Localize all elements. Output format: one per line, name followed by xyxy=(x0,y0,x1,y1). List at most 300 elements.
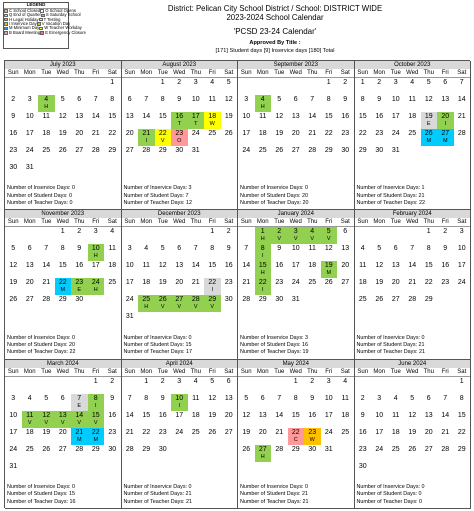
empty-cell xyxy=(55,163,72,180)
weekday-label: Sat xyxy=(457,368,467,375)
day-cell: 17 xyxy=(391,113,400,120)
day-cell: 15 xyxy=(208,262,217,270)
week-row xyxy=(122,78,238,95)
weekday-label: Sun xyxy=(7,70,19,76)
day-cell: 8 xyxy=(210,245,215,253)
day-cell: 4 xyxy=(144,245,149,253)
weekday-header xyxy=(238,218,354,227)
day-cell: 3 xyxy=(11,394,16,402)
empty-cell xyxy=(88,163,105,180)
day-cell: 11 xyxy=(308,245,316,253)
day-cell: 11 xyxy=(359,262,367,270)
weekday-label: Thu xyxy=(423,368,434,375)
day-cell: 10 xyxy=(191,96,200,103)
day-cell: 22 M xyxy=(55,278,72,295)
day-cell: 21 xyxy=(91,130,100,137)
weekday-label: Thu xyxy=(190,70,201,76)
week-row xyxy=(122,428,238,445)
day-cell: 8 xyxy=(326,96,331,103)
empty-cell xyxy=(38,78,55,95)
week-row xyxy=(355,129,471,146)
stat-line: Number of Inservice Days: 0 xyxy=(123,334,192,341)
day-cell: 18 xyxy=(408,113,417,120)
day-cell: 26 xyxy=(58,147,67,154)
day-code: I xyxy=(444,121,447,127)
day-cell: 21 xyxy=(42,279,51,287)
empty-cell xyxy=(304,78,321,95)
day-cell: 2 xyxy=(110,377,115,385)
day-cell: 4 xyxy=(193,377,198,385)
weekday-label: Sat xyxy=(107,70,117,76)
day-cell: 17 xyxy=(291,262,300,270)
day-cell: 25 xyxy=(358,296,367,304)
weekday-label: Fri xyxy=(208,368,216,375)
weekday-label: Wed xyxy=(289,368,302,375)
day-cell: 13 xyxy=(441,96,450,103)
day-cell: 17 xyxy=(125,279,134,287)
month-january-2024 xyxy=(238,210,355,359)
day-cell: 29 xyxy=(424,296,433,304)
day-code: H xyxy=(260,453,265,460)
empty-cell xyxy=(204,312,221,329)
stat-line: Number of Student Days: 15 xyxy=(123,341,192,348)
empty-cell xyxy=(71,377,88,394)
day-cell: 27 xyxy=(25,296,34,304)
month-november-2023 xyxy=(5,210,122,359)
day-cell: 14 xyxy=(42,262,51,270)
day-cell: 19 xyxy=(58,130,67,137)
day-cell: 2 xyxy=(226,228,231,236)
weekday-label: Mon xyxy=(140,368,153,375)
month-title: September 2023 xyxy=(238,61,354,69)
week-row xyxy=(5,295,121,312)
day-cell: 25 xyxy=(208,130,217,137)
stat-line: Number of Teacher Days: 0 xyxy=(356,498,423,505)
weekday-header xyxy=(355,69,471,78)
month-title: July 2023 xyxy=(5,61,121,69)
day-cell: 16 xyxy=(158,411,167,419)
weekday-label: Thu xyxy=(423,70,434,76)
day-cell: 4 H xyxy=(38,95,55,112)
week-row xyxy=(122,278,238,295)
week-row xyxy=(238,244,354,261)
day-cell: 7 xyxy=(443,394,448,402)
empty-cell xyxy=(38,227,55,244)
day-cell: 5 xyxy=(44,394,49,402)
day-cell: 25 H xyxy=(138,295,155,312)
week-row xyxy=(238,377,354,394)
day-cell: 20 xyxy=(175,279,184,287)
weekday-label: Thu xyxy=(74,368,85,375)
week-row xyxy=(5,377,121,394)
stat-line: Number of Inservice Days: 0 xyxy=(123,483,192,490)
day-cell: 6 xyxy=(177,245,182,253)
empty-cell xyxy=(155,312,172,329)
weekday-header xyxy=(122,218,238,227)
day-cell: 25 xyxy=(408,130,417,137)
day-cell: 7 xyxy=(459,79,464,86)
legend-label: I Inservice Day xyxy=(9,20,37,26)
weekday-label: Tue xyxy=(41,219,52,226)
day-cell: 18 W xyxy=(204,112,221,129)
day-code: H xyxy=(144,304,149,311)
empty-cell xyxy=(421,146,438,163)
weekday-label: Sun xyxy=(357,219,369,226)
stat-line: Number of Teacher Days: 12 xyxy=(123,199,193,206)
day-cell: 29 xyxy=(158,147,167,154)
weekday-label: Mon xyxy=(23,70,36,76)
empty-cell xyxy=(321,295,338,312)
legend-label: M Minimum Day xyxy=(9,25,40,31)
empty-cell xyxy=(221,445,238,462)
day-cell: 10 xyxy=(324,394,333,402)
week-row xyxy=(238,445,354,462)
week-row xyxy=(355,244,471,261)
calendar-title: 'PCSD 23-24 Calendar' xyxy=(233,27,317,36)
day-cell: 3 V xyxy=(288,227,305,244)
empty-cell xyxy=(204,445,221,462)
week-row xyxy=(122,95,238,112)
empty-cell xyxy=(122,377,139,394)
weekday-label: Tue xyxy=(274,219,285,226)
day-cell: 11 V xyxy=(22,411,39,428)
day-cell: 7 xyxy=(144,96,149,103)
day-code: V xyxy=(160,138,165,144)
month-title: August 2023 xyxy=(122,61,238,69)
week-row xyxy=(355,227,471,244)
day-cell: 17 xyxy=(457,262,466,270)
week-row xyxy=(238,146,354,163)
district-line: District: Pelican City School District / School: DISTRICT WIDE xyxy=(167,4,383,13)
day-cell: 6 xyxy=(77,96,82,103)
empty-cell xyxy=(255,377,272,394)
stat-line: Number of Teacher Days: 19 xyxy=(240,349,309,356)
day-cell: 26 V xyxy=(155,295,172,312)
day-cell: 6 xyxy=(60,394,65,402)
weekday-label: Fri xyxy=(92,70,100,76)
weekday-label: Sat xyxy=(457,70,467,76)
month-february-2024 xyxy=(355,210,472,359)
day-code: V xyxy=(77,419,82,426)
day-cell: 15 xyxy=(457,411,466,419)
day-cell: 9 xyxy=(360,411,365,419)
empty-cell xyxy=(404,462,421,479)
week-row xyxy=(122,394,238,411)
day-cell: 9 xyxy=(310,394,315,402)
day-cell: 3 xyxy=(377,394,382,402)
empty-cell xyxy=(22,462,39,479)
legend-box xyxy=(3,2,86,49)
stat-line: Number of Student Days: 21 xyxy=(356,341,425,348)
day-cell: 3 xyxy=(244,96,249,103)
day-code: M xyxy=(60,287,66,294)
day-cell: 19 E xyxy=(421,112,438,129)
day-cell: 23 xyxy=(9,147,18,154)
day-cell: 26 xyxy=(224,130,233,137)
stat-line: Number of Teacher Days: 0 xyxy=(7,199,73,206)
week-row xyxy=(5,244,121,261)
legend-title: LEGEND xyxy=(4,3,68,9)
weekday-label: Fri xyxy=(92,368,100,375)
day-cell: 1 xyxy=(426,228,431,236)
week-row xyxy=(238,394,354,411)
day-cell: 17 xyxy=(324,411,333,419)
day-code: M xyxy=(442,138,448,144)
day-cell: 24 xyxy=(242,147,251,154)
day-cell: 20 xyxy=(424,428,433,436)
month-stats xyxy=(240,185,309,207)
week-row xyxy=(122,146,238,163)
day-cell: 30 xyxy=(9,164,18,171)
day-cell: 26 xyxy=(375,296,384,304)
day-cell: 1 xyxy=(93,377,98,385)
day-cell: 10 H xyxy=(88,244,105,261)
day-cell: 17 xyxy=(91,262,100,270)
weekday-label: Mon xyxy=(256,70,269,76)
day-cell: 14 xyxy=(91,113,100,120)
day-cell: 27 xyxy=(391,296,400,304)
day-cell: 20 xyxy=(25,279,34,287)
day-cell: 23 xyxy=(108,428,117,436)
day-code: T xyxy=(177,121,181,127)
day-cell: 3 xyxy=(459,228,464,236)
weekday-label: Tue xyxy=(274,70,285,76)
day-cell: 9 xyxy=(110,394,115,402)
day-cell: 13 xyxy=(175,262,184,270)
day-cell: 9 xyxy=(443,245,448,253)
weekday-label: Tue xyxy=(157,368,168,375)
day-cell: 3 xyxy=(326,377,331,385)
week-row xyxy=(238,295,354,312)
empty-cell xyxy=(71,78,88,95)
day-cell: 23 xyxy=(224,279,233,287)
empty-cell xyxy=(355,227,372,244)
day-cell: 22 I xyxy=(255,278,272,295)
day-cell: 30 xyxy=(75,296,84,304)
day-cell: 3 xyxy=(127,245,132,253)
week-row xyxy=(355,261,471,278)
day-cell: 16 xyxy=(75,262,84,270)
empty-cell xyxy=(371,377,388,394)
day-cell: 20 xyxy=(391,279,400,287)
day-cell: 23 xyxy=(441,279,450,287)
empty-cell xyxy=(188,445,205,462)
month-title: March 2024 xyxy=(5,360,121,368)
empty-cell xyxy=(88,462,105,479)
day-cell: 8 xyxy=(110,96,115,103)
week-row xyxy=(5,146,121,163)
day-cell: 22 xyxy=(358,130,367,137)
week-row xyxy=(355,445,471,462)
empty-cell xyxy=(337,295,354,312)
day-code: I xyxy=(94,402,97,409)
empty-cell xyxy=(371,462,388,479)
empty-cell xyxy=(238,377,255,394)
empty-cell xyxy=(271,78,288,95)
day-cell: 28 xyxy=(408,296,417,304)
day-cell: 30 xyxy=(308,445,317,453)
day-code: M xyxy=(93,436,99,443)
day-cell: 21 xyxy=(441,428,450,436)
day-cell: 15 xyxy=(324,113,333,120)
weekday-label: Wed xyxy=(56,368,69,375)
day-cell: 17 xyxy=(175,411,184,419)
weekday-label: Mon xyxy=(23,368,36,375)
day-cell: 10 xyxy=(375,411,384,419)
day-cell: 20 xyxy=(58,428,67,436)
weekday-label: Wed xyxy=(406,219,419,226)
weekday-header xyxy=(238,69,354,78)
day-cell: 8 xyxy=(160,96,165,103)
day-cell: 20 xyxy=(341,262,350,270)
month-stats xyxy=(124,335,193,357)
day-cell: 8 xyxy=(360,96,365,103)
day-cell: 22 xyxy=(324,130,333,137)
weekday-label: Mon xyxy=(373,70,386,76)
day-cell: 9 xyxy=(11,113,16,120)
day-cell: 23 E xyxy=(71,278,88,295)
weekday-label: Sun xyxy=(7,219,19,226)
day-cell: 20 xyxy=(258,428,267,436)
empty-cell xyxy=(155,227,172,244)
day-cell: 8 xyxy=(426,245,431,253)
empty-cell xyxy=(55,78,72,95)
day-cell: 4 V xyxy=(304,227,321,244)
stat-line: Number of Inservice Days: 0 xyxy=(356,334,425,341)
weekday-label: Thu xyxy=(74,219,85,226)
weekday-label: Fri xyxy=(441,70,449,76)
day-cell: 31 xyxy=(25,164,34,171)
day-cell: 22 I xyxy=(204,278,221,295)
weekday-label: Sat xyxy=(224,368,234,375)
day-cell: 18 xyxy=(191,411,200,419)
weekday-label: Wed xyxy=(56,70,69,76)
day-cell: 19 xyxy=(242,428,251,436)
day-cell: 5 V xyxy=(321,227,338,244)
weekday-label: Sun xyxy=(124,219,136,226)
stat-line: Number of Student Days: 20 xyxy=(240,192,309,199)
empty-cell xyxy=(88,295,105,312)
day-cell: 16 xyxy=(308,411,317,419)
weekday-label: Fri xyxy=(441,368,449,375)
legend-label: T Testing xyxy=(43,16,61,22)
day-cell: 26 xyxy=(408,445,417,453)
day-cell: 14 V xyxy=(71,411,88,428)
day-cell: 2 xyxy=(160,377,165,385)
day-cell: 24 xyxy=(191,130,200,137)
day-cell: 14 xyxy=(191,262,200,270)
week-row xyxy=(238,78,354,95)
day-cell: 18 xyxy=(108,262,117,270)
empty-cell xyxy=(221,146,238,163)
day-cell: 14 xyxy=(441,411,450,419)
day-cell: 5 xyxy=(60,96,65,103)
week-row xyxy=(122,295,238,312)
day-cell: 13 xyxy=(291,113,300,120)
day-cell: 29 xyxy=(324,147,333,154)
day-cell: 28 xyxy=(242,296,251,304)
day-cell: 23 W xyxy=(304,428,321,445)
day-cell: 27 M xyxy=(437,129,454,146)
day-cell: 5 xyxy=(277,96,282,103)
day-cell: 11 xyxy=(259,113,267,120)
week-row xyxy=(122,244,238,261)
day-cell: 27 H xyxy=(255,445,272,462)
weekday-label: Mon xyxy=(373,219,386,226)
day-cell: 8 xyxy=(293,394,298,402)
day-cell: 7 xyxy=(193,245,198,253)
day-cell: 29 xyxy=(358,147,367,154)
day-cell: 22 V xyxy=(155,129,172,146)
day-cell: 27 xyxy=(224,428,233,436)
legend-label: W Teacher Workday xyxy=(44,25,82,31)
day-code: W xyxy=(209,121,215,127)
weekday-header xyxy=(355,368,471,377)
day-cell: 3 xyxy=(177,377,182,385)
day-cell: 25 xyxy=(258,147,267,154)
day-cell: 31 xyxy=(9,462,18,470)
day-cell: 27 xyxy=(341,279,350,287)
stat-line: Number of Student Days: 15 xyxy=(7,491,76,498)
weekday-header xyxy=(5,368,121,377)
day-cell: 5 xyxy=(410,394,415,402)
week-row xyxy=(355,411,471,428)
weekday-label: Thu xyxy=(307,70,318,76)
weekday-label: Sun xyxy=(124,70,136,76)
day-cell: 5 xyxy=(426,79,431,86)
day-cell: 1 xyxy=(326,79,331,86)
day-cell: 2 xyxy=(77,228,82,236)
day-cell: 11 xyxy=(392,411,400,419)
day-cell: 22 C xyxy=(288,428,305,445)
day-cell: 17 T xyxy=(188,112,205,129)
stat-line: Number of Inservice Days: 0 xyxy=(356,483,425,490)
day-code: H xyxy=(93,287,98,294)
day-cell: 15 H xyxy=(255,261,272,278)
empty-cell xyxy=(221,312,238,329)
empty-cell xyxy=(71,163,88,180)
week-row xyxy=(122,227,238,244)
month-june-2024 xyxy=(355,360,472,509)
empty-cell xyxy=(104,163,121,180)
stat-line: Number of Teacher Days: 21 xyxy=(123,498,193,505)
week-row xyxy=(355,146,471,163)
day-cell: 26 M xyxy=(421,129,438,146)
stat-line: Number of Teacher Days: 22 xyxy=(7,349,76,356)
day-code: O xyxy=(177,138,182,144)
weekday-label: Fri xyxy=(208,219,216,226)
day-cell: 12 xyxy=(208,394,217,402)
day-cell: 28 xyxy=(275,445,284,453)
day-cell: 21 xyxy=(191,279,200,287)
stat-line: Number of Student Days: 16 xyxy=(240,341,309,348)
day-code: H xyxy=(93,253,98,260)
day-cell: 24 xyxy=(391,130,400,137)
weekday-label: Sun xyxy=(124,368,136,375)
day-cell: 19 xyxy=(224,113,233,120)
empty-cell xyxy=(55,377,72,394)
month-stats xyxy=(124,185,193,207)
empty-cell xyxy=(5,377,22,394)
day-cell: 10 xyxy=(125,262,134,270)
day-cell: 31 xyxy=(391,147,400,154)
day-cell: 27 xyxy=(58,445,67,453)
legend-label: H Legal Holiday xyxy=(9,16,39,22)
day-cell: 20 I xyxy=(437,112,454,129)
week-row xyxy=(238,95,354,112)
day-cell: 14 xyxy=(242,262,251,270)
day-cell: 29 xyxy=(58,296,67,304)
